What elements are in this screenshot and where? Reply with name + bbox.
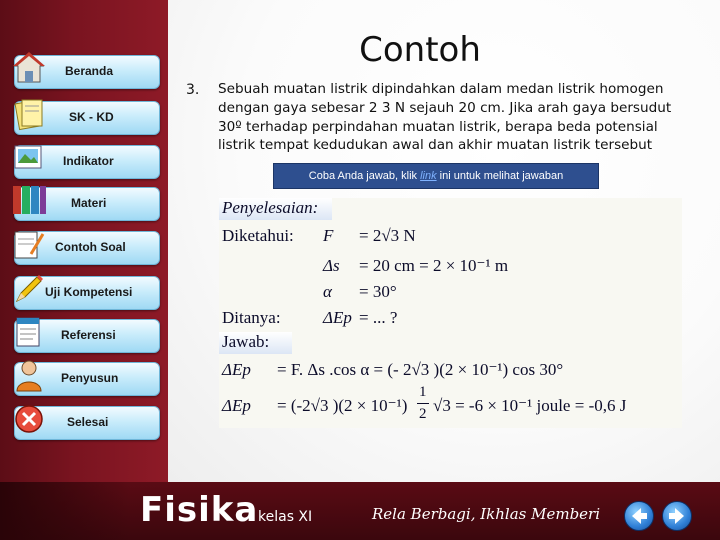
equation-1: = F. Δs .cos α = (- 2√3 )(2 × 10⁻¹) cos 30° (277, 360, 564, 379)
answer-prompt-banner (273, 163, 599, 189)
nav-contoh-soal-button[interactable] (14, 231, 160, 265)
ditanya-label: Ditanya: (222, 308, 281, 327)
displacement-value: = 20 cm = 2 × 10⁻¹ m (359, 256, 509, 275)
person-icon (9, 355, 49, 395)
equation-2-lhs: ΔEp (222, 396, 251, 415)
force-value: = 2√3 N (359, 226, 416, 245)
fraction-bar (417, 403, 429, 404)
pencil-icon (9, 269, 49, 309)
fraction-denominator: 2 (419, 406, 427, 422)
angle-value: = 30° (359, 282, 397, 301)
force-variable: F (323, 226, 334, 245)
document-list-icon (9, 312, 49, 352)
nav-sk-kd-button[interactable] (14, 101, 160, 135)
nav-label: Selesai (67, 415, 109, 429)
picture-icon (9, 138, 49, 178)
angle-variable: α (323, 282, 332, 301)
answer-link[interactable]: link (420, 170, 437, 182)
footer-brand: Fisika (140, 490, 259, 530)
footer-motto: Rela Berbagi, Ikhlas Memberi (372, 505, 601, 523)
nav-indikator-button[interactable] (14, 145, 160, 179)
nav-label: SK - KD (69, 110, 114, 124)
nav-referensi-button[interactable] (14, 319, 160, 353)
close-icon (9, 399, 49, 439)
nav-label: Indikator (63, 154, 114, 168)
arrow-right-icon (663, 502, 691, 530)
next-button[interactable] (662, 501, 692, 531)
asked-value: = ... ? (359, 308, 398, 327)
home-icon (9, 48, 49, 88)
page-title: Contoh (359, 30, 481, 70)
nav-label: Penyusun (61, 371, 119, 385)
notebook-pen-icon (9, 224, 49, 264)
equation-2-part-a: = (-2√3 )(2 × 10⁻¹) (277, 396, 408, 415)
books-icon (9, 180, 49, 220)
answer-prompt-prefix: Coba Anda jawab, klik (308, 170, 421, 182)
solution-image (219, 198, 682, 428)
solution-heading: Penyelesaian: (219, 198, 332, 220)
previous-button[interactable] (624, 501, 654, 531)
sidebar (0, 0, 168, 482)
footer-grade: kelas XI (258, 509, 313, 525)
nav-materi-button[interactable] (14, 187, 160, 221)
documents-icon (9, 94, 49, 134)
nav-label: Uji Kompetensi (45, 285, 133, 299)
equation-1-lhs: ΔEp (222, 360, 251, 379)
question-number: 3. (186, 82, 200, 98)
fraction-numerator: 1 (419, 384, 427, 400)
nav-label: Beranda (65, 64, 114, 78)
footer-shadow (0, 482, 130, 540)
nav-label: Referensi (61, 328, 116, 342)
answer-prompt-suffix: ini untuk melihat jawaban (436, 170, 564, 182)
nav-uji-kompetensi-button[interactable] (14, 276, 160, 310)
asked-variable: ΔEp (323, 308, 352, 327)
equation-2-part-b: √3 = -6 × 10⁻¹ joule = -0,6 J (433, 396, 627, 415)
displacement-variable: Δs (323, 256, 340, 275)
question-text: Sebuah muatan listrik dipindahkan dalam medan listrik homogen dengan gaya sebesar 2 3 N sejauh 20 cm. Jika arah gaya bersudut 30º terhadap perpindahan muatan listrik, berapa beda potensial listrik tempat kedudukan awal dan akhir muatan listrik tersebut (218, 81, 672, 154)
nav-selesai-button[interactable] (14, 406, 160, 440)
nav-label: Materi (71, 196, 107, 210)
nav-penyusun-button[interactable] (14, 362, 160, 396)
footer-bar (0, 482, 720, 540)
nav-beranda-button[interactable] (14, 55, 160, 89)
arrow-left-icon (625, 502, 653, 530)
jawab-label: Jawab: (219, 332, 292, 354)
nav-label: Contoh Soal (55, 240, 126, 254)
diketahui-label: Diketahui: (222, 226, 294, 245)
